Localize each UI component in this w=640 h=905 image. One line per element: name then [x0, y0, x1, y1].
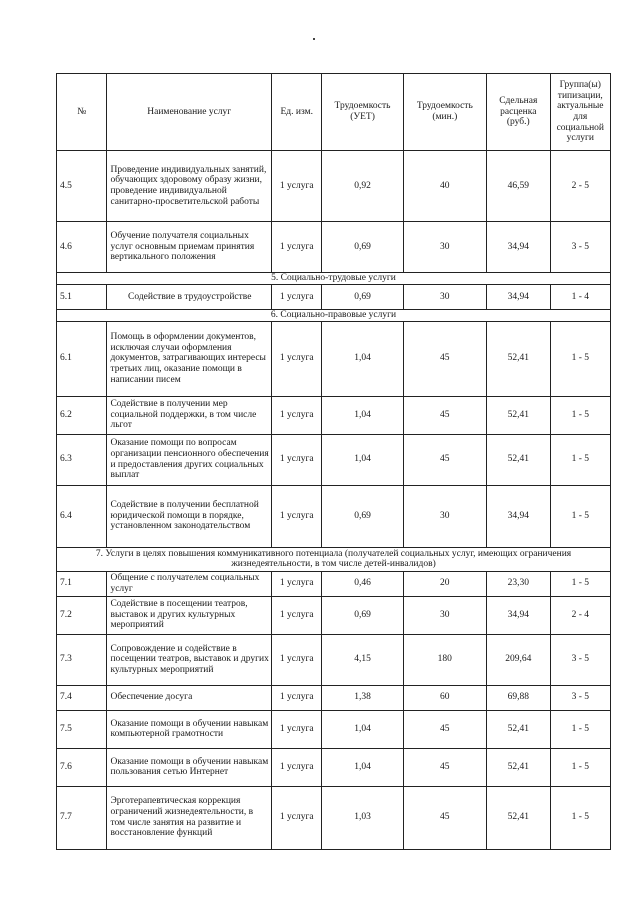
row-min: 45 [403, 748, 486, 786]
table-row [57, 748, 611, 786]
row-unit: 1 услуга [272, 285, 322, 310]
row-group: 1 - 5 [550, 786, 610, 849]
row-min: 45 [403, 396, 486, 434]
row-num: 7.6 [57, 748, 107, 786]
row-name: Оказание помощи в обучении навыкам пользования сетью Интернет [107, 748, 272, 786]
row-name: Помощь в оформлении документов, исключая случаи оформления документов, затрагивающих интересы третьих лиц, оказание помощи в написании писем [107, 321, 272, 396]
row-name: Общение с получателем социальных услуг [107, 571, 272, 596]
table-row [57, 321, 611, 396]
row-group: 2 - 5 [550, 151, 610, 222]
row-price: 34,94 [486, 285, 550, 310]
table-row [57, 685, 611, 710]
row-uet: 0,46 [322, 571, 403, 596]
table-row [57, 485, 611, 547]
table-row [57, 596, 611, 634]
row-name: Сопровождение и содействие в посещении театров, выставок и других культурных мероприятий [107, 634, 272, 685]
row-group: 3 - 5 [550, 634, 610, 685]
row-price: 52,41 [486, 396, 550, 434]
row-unit: 1 услуга [272, 634, 322, 685]
row-name: Оказание помощи по вопросам организации пенсионного обеспечения и предоставления других социальных выплат [107, 434, 272, 485]
row-group: 1 - 4 [550, 285, 610, 310]
row-uet: 0,69 [322, 285, 403, 310]
row-unit: 1 услуга [272, 222, 322, 273]
row-min: 20 [403, 571, 486, 596]
row-group: 1 - 5 [550, 748, 610, 786]
header-labor-uet: Трудоемкость (УЕТ) [322, 74, 403, 151]
section-row [57, 547, 611, 571]
header-row [57, 74, 611, 151]
row-num: 7.3 [57, 634, 107, 685]
row-price: 69,88 [486, 685, 550, 710]
row-unit: 1 услуга [272, 596, 322, 634]
row-min: 45 [403, 321, 486, 396]
row-num: 7.7 [57, 786, 107, 849]
row-uet: 1,38 [322, 685, 403, 710]
row-num: 5.1 [57, 285, 107, 310]
row-name: Оказание помощи в обучении навыкам компьютерной грамотности [107, 710, 272, 748]
row-unit: 1 услуга [272, 571, 322, 596]
row-name: Обучение получателя социальных услуг основным приемам принятия вертикального положения [107, 222, 272, 273]
header-name: Наименование услуг [107, 74, 272, 151]
row-num: 4.6 [57, 222, 107, 273]
row-price: 52,41 [486, 786, 550, 849]
row-num: 7.2 [57, 596, 107, 634]
table-row [57, 571, 611, 596]
row-unit: 1 услуга [272, 710, 322, 748]
row-name: Эрготерапевтическая коррекция ограничений жизнедеятельности, в том числе занятия на развитие и восстановление функций [107, 786, 272, 849]
row-min: 45 [403, 434, 486, 485]
row-unit: 1 услуга [272, 748, 322, 786]
row-uet: 0,92 [322, 151, 403, 222]
row-uet: 0,69 [322, 596, 403, 634]
row-uet: 0,69 [322, 222, 403, 273]
row-name: Содействие в посещении театров, выставок и других культурных мероприятий [107, 596, 272, 634]
scan-speck [313, 38, 315, 40]
row-min: 60 [403, 685, 486, 710]
row-num: 4.5 [57, 151, 107, 222]
row-uet: 1,04 [322, 396, 403, 434]
header-num: № [57, 74, 107, 151]
row-group: 1 - 5 [550, 710, 610, 748]
section-title: 5. Социально-трудовые услуги [57, 273, 611, 285]
row-min: 30 [403, 222, 486, 273]
section-title: 6. Социально-правовые услуги [57, 310, 611, 322]
row-num: 6.3 [57, 434, 107, 485]
header-price: Сдельная расценка (руб.) [486, 74, 550, 151]
section-row [57, 273, 611, 285]
row-group: 1 - 5 [550, 321, 610, 396]
row-name: Содействие в получении мер социальной поддержки, в том числе льгот [107, 396, 272, 434]
row-unit: 1 услуга [272, 786, 322, 849]
table-row [57, 786, 611, 849]
row-uet: 1,04 [322, 748, 403, 786]
row-unit: 1 услуга [272, 321, 322, 396]
row-uet: 1,04 [322, 321, 403, 396]
row-unit: 1 услуга [272, 151, 322, 222]
row-group: 1 - 5 [550, 571, 610, 596]
row-uet: 1,04 [322, 434, 403, 485]
row-price: 34,94 [486, 596, 550, 634]
row-group: 1 - 5 [550, 485, 610, 547]
row-group: 1 - 5 [550, 396, 610, 434]
table-row [57, 396, 611, 434]
row-uet: 1,03 [322, 786, 403, 849]
row-price: 23,30 [486, 571, 550, 596]
services-table [56, 73, 611, 850]
header-group: Группа(ы) типизации, актуальные для социальной услуги [550, 74, 610, 151]
row-num: 6.4 [57, 485, 107, 547]
row-unit: 1 услуга [272, 485, 322, 547]
table-body [57, 151, 611, 850]
row-price: 52,41 [486, 321, 550, 396]
table-row [57, 222, 611, 273]
row-price: 209,64 [486, 634, 550, 685]
table-row [57, 285, 611, 310]
table-row [57, 151, 611, 222]
row-price: 34,94 [486, 485, 550, 547]
row-group: 3 - 5 [550, 685, 610, 710]
row-price: 52,41 [486, 748, 550, 786]
row-price: 52,41 [486, 434, 550, 485]
section-row [57, 310, 611, 322]
row-price: 46,59 [486, 151, 550, 222]
section-title: 7. Услуги в целях повышения коммуникативного потенциала (получателей социальных услуг, имеющих ограничения жизнедеятельности, в том числе детей-инвалидов) [57, 547, 611, 571]
row-min: 30 [403, 485, 486, 547]
row-price: 52,41 [486, 710, 550, 748]
row-min: 180 [403, 634, 486, 685]
row-group: 1 - 5 [550, 434, 610, 485]
row-uet: 1,04 [322, 710, 403, 748]
row-unit: 1 услуга [272, 685, 322, 710]
row-num: 7.1 [57, 571, 107, 596]
table-row [57, 710, 611, 748]
row-name: Содействие в трудоустройстве [107, 285, 272, 310]
row-price: 34,94 [486, 222, 550, 273]
row-unit: 1 услуга [272, 434, 322, 485]
row-unit: 1 услуга [272, 396, 322, 434]
row-min: 45 [403, 710, 486, 748]
row-name: Обеспечение досуга [107, 685, 272, 710]
row-num: 6.1 [57, 321, 107, 396]
header-labor-min: Трудоемкость (мин.) [403, 74, 486, 151]
table-row [57, 634, 611, 685]
row-num: 6.2 [57, 396, 107, 434]
table-row [57, 434, 611, 485]
row-min: 40 [403, 151, 486, 222]
row-num: 7.5 [57, 710, 107, 748]
row-num: 7.4 [57, 685, 107, 710]
row-group: 2 - 4 [550, 596, 610, 634]
row-uet: 0,69 [322, 485, 403, 547]
row-min: 30 [403, 596, 486, 634]
header-unit: Ед. изм. [272, 74, 322, 151]
row-group: 3 - 5 [550, 222, 610, 273]
row-name: Содействие в получении бесплатной юридической помощи в порядке, установленном законодательством [107, 485, 272, 547]
row-min: 45 [403, 786, 486, 849]
row-min: 30 [403, 285, 486, 310]
row-uet: 4,15 [322, 634, 403, 685]
row-name: Проведение индивидуальных занятий, обучающих здоровому образу жизни, проведение индивидуальной санитарно-просветительской работы [107, 151, 272, 222]
